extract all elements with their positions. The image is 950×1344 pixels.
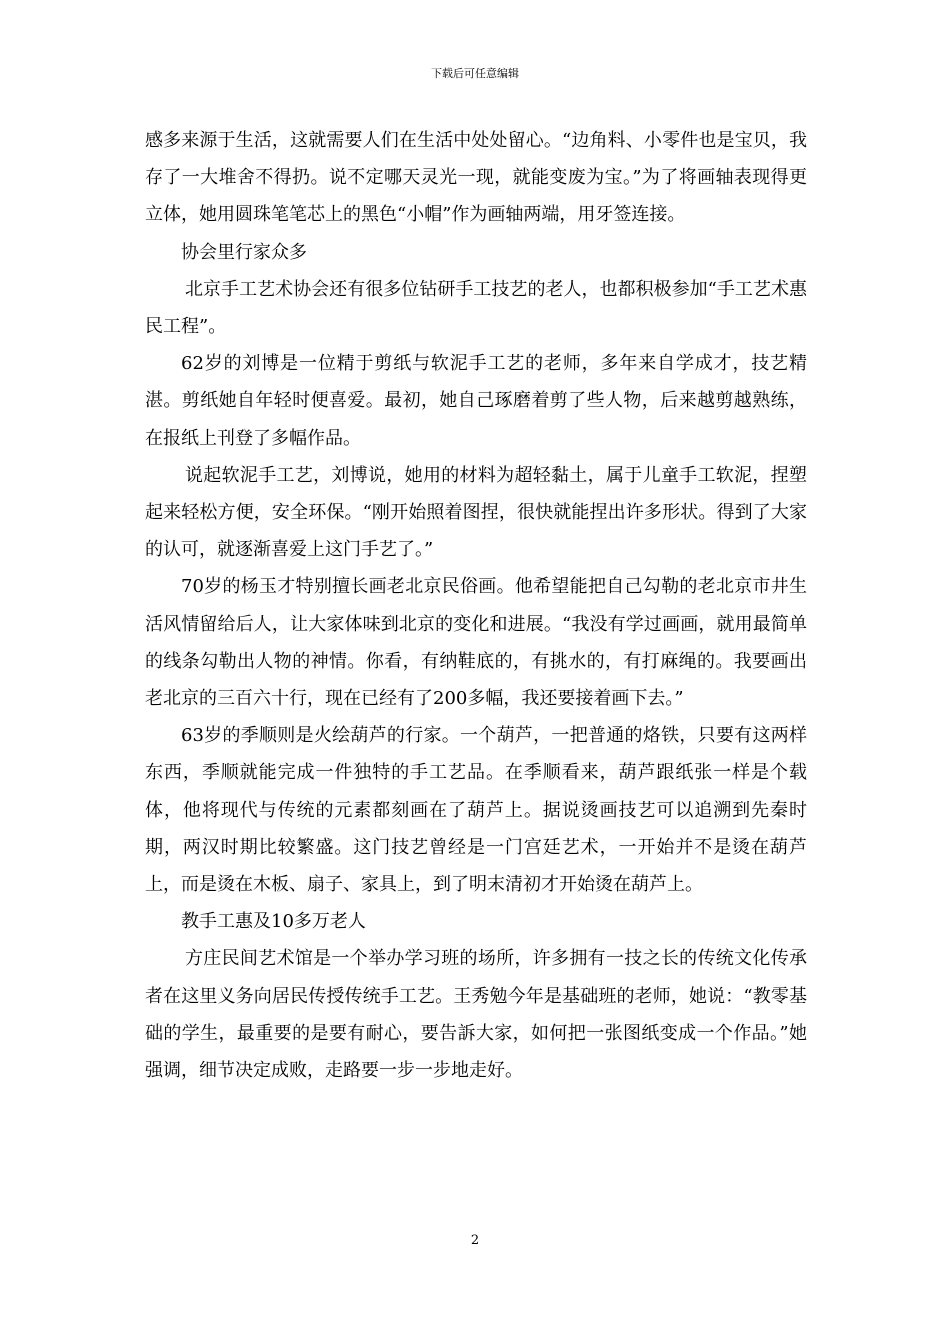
paragraph-3: 62岁的刘博是一位精于剪纸与软泥手工艺的老师，多年来自学成才，技艺精湛。剪纸她自年轻时便喜爱。最初，她自己琢磨着剪了些人物，后来越剪越熟练，在报纸上刊登了多幅作品。 [145, 353, 807, 449]
section-heading-teaching: 教手工惠及10多万老人 [181, 911, 366, 933]
paragraph-1: 感多来源于生活，这就需要人们在生活中处处留心。“边角料、小零件也是宝贝，我存了一大堆舍不得扔。说不定哪天灵光一现，就能变废为宝。”为了将画轴表现得更立体，她用圆珠笔笔芯上的黑色“小帽”作为画轴两端，用牙签连接。 [145, 130, 807, 226]
paragraph-6: 63岁的季顺则是火绘葫芦的行家。一个葫芦，一把普通的烙铁，只要有这两样东西，季顺就能完成一件独特的手工艺品。在季顺看来，葫芦跟纸张一样是个载体，他将现代与传统的元素都刻画在了葫芦上。据说烫画技艺可以追溯到先秦时期，两汉时期比较繁盛。这门技艺曾经是一门宫廷艺术，一开始并不是烫在葫芦上，而是烫在木板、扇子、家具上，到了明末清初才开始烫在葫芦上。 [145, 725, 807, 896]
paragraph-2: 北京手工艺术协会还有很多位钻研手工技艺的老人，也都积极参加“手工艺术惠民工程”。 [145, 278, 807, 338]
document-body [145, 122, 807, 1089]
page-number: 2 [470, 1233, 480, 1248]
paragraph-5: 70岁的杨玉才特别擅长画老北京民俗画。他希望能把自己勾勒的老北京市井生活风情留给后人，让大家体味到北京的变化和进展。“我没有学过画画，就用最简单的线条勾勒出人物的神情。你看，有纳鞋底的，有挑水的，有打麻绳的。我要画出老北京的三百六十行，现在已经有了200多幅，我还要接着画下去。” [145, 576, 807, 710]
paragraph-4: 说起软泥手工艺，刘博说，她用的材料为超轻黏土，属于儿童手工软泥，捏塑起来轻松方便，安全环保。“刚开始照着图捏，很快就能捏出许多形状。得到了大家的认可，就逐渐喜爱上这门手艺了。” [145, 464, 807, 561]
section-heading-association: 协会里行家众多 [181, 241, 307, 263]
paragraph-7: 方庄民间艺术馆是一个举办学习班的场所，许多拥有一技之长的传统文化传承者在这里义务向居民传授传统手工艺。王秀勉今年是基础班的老师，她说：“教零基础的学生，最重要的是要有耐心，要告訴大家，如何把一张图纸变成一个作品。”她强调，细节决定成败，走路要一步一步地走好。 [145, 948, 807, 1082]
page-header: 下载后可任意编辑 [431, 67, 519, 80]
